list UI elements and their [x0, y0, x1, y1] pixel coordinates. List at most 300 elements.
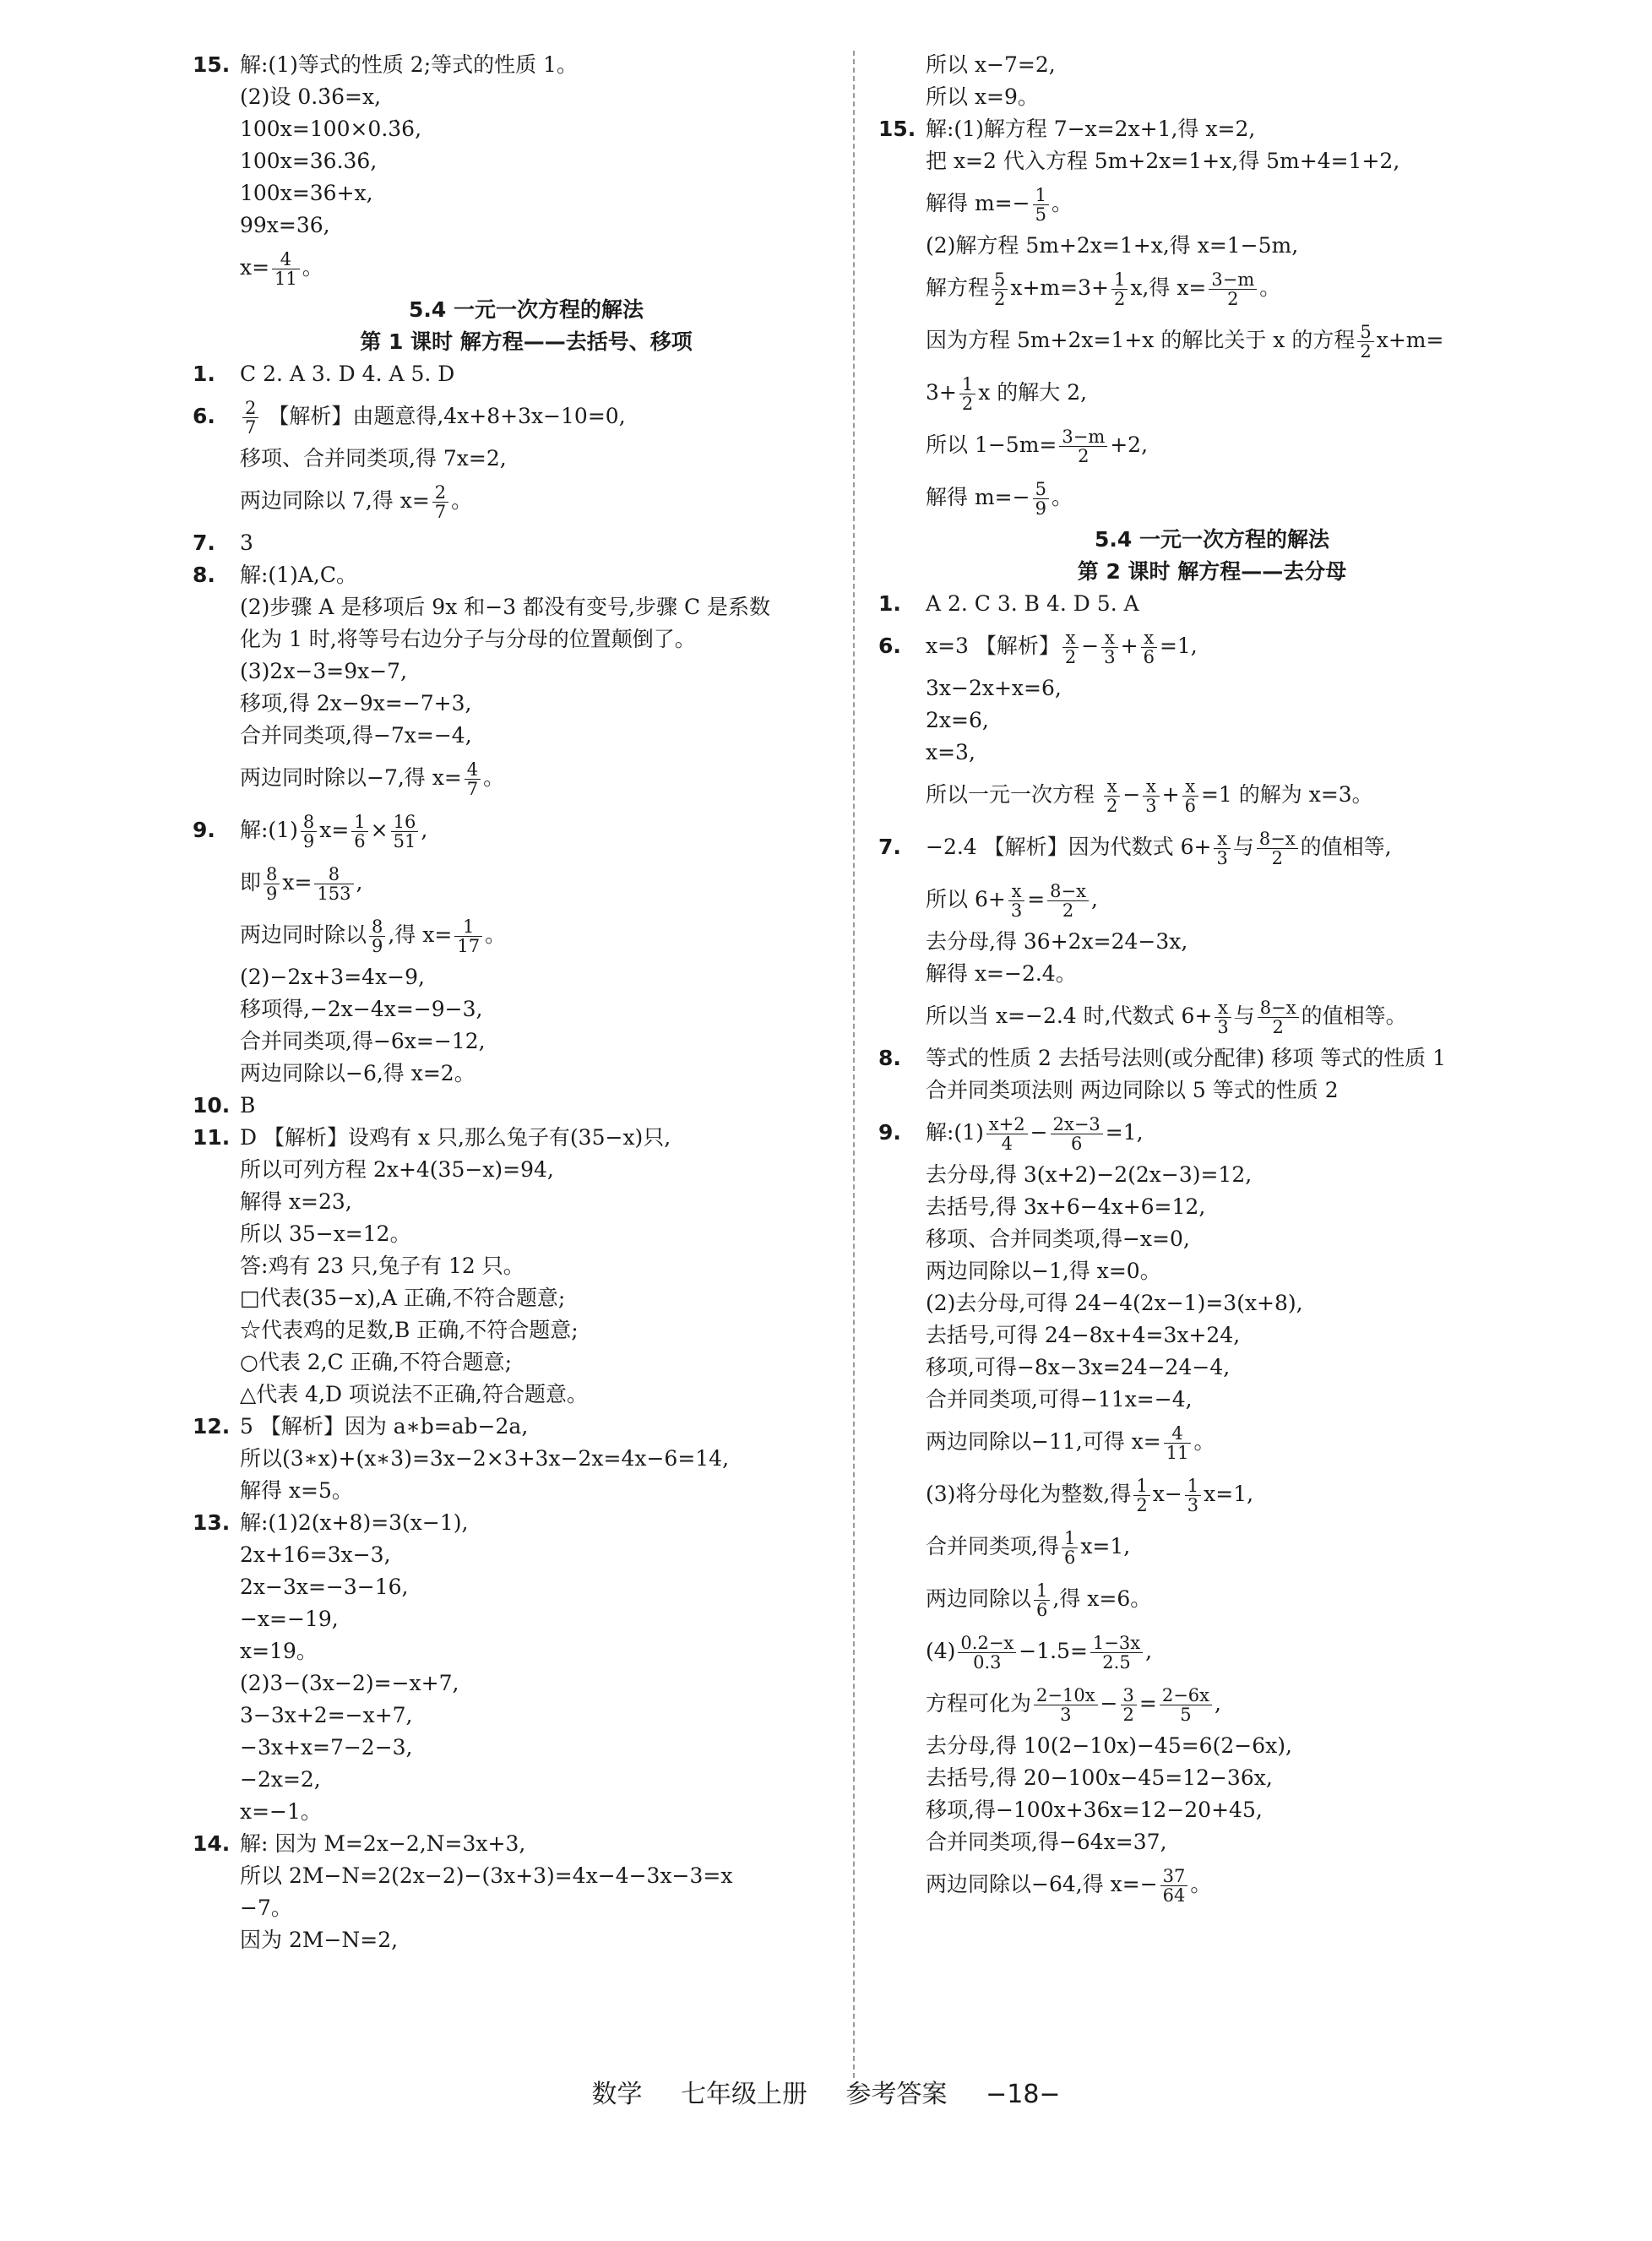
line-content: 合并同类项法则 两边同除以 5 等式的性质 2 — [926, 1078, 1339, 1102]
line-content: x=−1。 — [240, 1799, 322, 1824]
line-content: B — [240, 1093, 256, 1118]
fraction — [1214, 829, 1230, 868]
line-content: 合并同类项,得−6x=−12, — [240, 1029, 486, 1053]
line-content: D 【解析】设鸡有 x 只,那么兔子有(35−x)只, — [240, 1125, 671, 1150]
answer-item — [193, 49, 860, 81]
line-content — [240, 857, 362, 909]
fraction-numerator: 3 — [1121, 1686, 1137, 1705]
fraction-denominator: 2 — [1106, 796, 1118, 816]
fraction-denominator: 3 — [1187, 1495, 1199, 1515]
fraction — [1104, 777, 1120, 815]
line-content: 100x=100×0.3̇6̇, — [240, 117, 422, 141]
answer-line — [878, 230, 1546, 262]
inline-text: = — [1027, 887, 1046, 911]
fraction — [1143, 777, 1159, 815]
line-content: (2)去分母,可得 24−4(2x−1)=3(x+8), — [926, 1291, 1303, 1315]
inline-text: x=1, — [1204, 1482, 1254, 1506]
line-content: 解:(1)解方程 7−x=2x+1,得 x=2, — [926, 117, 1256, 141]
fraction — [454, 917, 482, 955]
fraction — [314, 865, 353, 903]
fraction-denominator: 2 — [1122, 1705, 1134, 1725]
line-content: (2)步骤 A 是移项后 9x 和−3 都没有变号,步骤 C 是系数 — [240, 595, 771, 619]
line-content — [240, 475, 472, 527]
inline-text: 。 — [483, 765, 505, 790]
answer-line — [878, 769, 1546, 821]
line-content — [926, 1573, 1151, 1625]
line-content: 解得 x=5。 — [240, 1478, 353, 1503]
item-number: 7. — [193, 530, 215, 555]
line-content: 解:(1)A,C。 — [240, 563, 357, 587]
fraction-numerator: x — [1141, 628, 1157, 648]
inline-text: 所以 6+ — [926, 887, 1006, 911]
fraction — [1257, 829, 1298, 868]
answer-item — [878, 821, 1546, 873]
line-content: 移项得,−2x−4x=−9−3, — [240, 997, 483, 1021]
line-content: 去括号,得 3x+6−4x+6=12, — [926, 1194, 1206, 1219]
page-footer — [0, 2078, 1652, 2112]
line-content: 5 【解析】因为 a∗b=ab−2a, — [240, 1414, 529, 1439]
fraction-denominator: 2.5 — [1102, 1652, 1131, 1673]
inline-text: − — [1030, 1120, 1048, 1145]
line-content — [926, 1678, 1221, 1730]
fraction-denominator: 7 — [466, 779, 479, 799]
line-content: (2)解方程 5m+2x=1+x,得 x=1−5m, — [926, 233, 1299, 258]
fraction — [242, 399, 258, 437]
fraction-numerator: 2−10x — [1034, 1686, 1098, 1705]
answer-line — [878, 1762, 1546, 1794]
line-content: 去括号,可得 24−8x+4=3x+24, — [926, 1323, 1241, 1347]
item-number: 9. — [878, 1120, 901, 1145]
answer-line — [193, 993, 860, 1025]
inline-text: 与 — [1233, 1004, 1255, 1028]
answer-line — [193, 1892, 860, 1924]
inline-text: + — [1120, 634, 1138, 658]
inline-text: 方程可化为 — [926, 1691, 1032, 1716]
answer-line — [193, 752, 860, 804]
inline-text: x= — [282, 870, 312, 895]
fraction — [351, 813, 367, 851]
line-content: 所以(3∗x)+(x∗3)=3x−2×3+3x−2x=4x−6=14, — [240, 1446, 730, 1471]
line-content — [926, 1625, 1152, 1678]
line-content: ☆代表鸡的足数,B 正确,不符合题意; — [240, 1318, 579, 1342]
line-content: x=3, — [926, 740, 975, 764]
answer-item — [878, 588, 1546, 620]
fraction — [1215, 998, 1231, 1036]
answer-line — [193, 623, 860, 655]
fraction-numerator: 1 — [959, 375, 975, 394]
line-content: 移项,可得−8x−3x=24−24−4, — [926, 1355, 1231, 1379]
fraction-numerator: x — [1008, 882, 1024, 901]
footer-label: 参考答案 — [845, 2080, 948, 2109]
inline-text: 所以当 x=−2.4 时,代数式 6+ — [926, 1004, 1213, 1028]
fraction-numerator: 8−x — [1047, 882, 1089, 901]
inline-text: 。 — [1259, 275, 1281, 300]
fraction-denominator: 3 — [1217, 1017, 1229, 1037]
answer-item — [193, 358, 860, 390]
answer-line — [193, 443, 860, 475]
answer-line — [193, 1603, 860, 1635]
inline-text: (3)将分母化为整数,得 — [926, 1482, 1132, 1506]
line-content: 所以可列方程 2x+4(35−x)=94, — [240, 1157, 554, 1182]
fraction — [1047, 882, 1089, 920]
line-content: 3x−2x+x=6, — [926, 676, 1062, 700]
inline-text: − — [1122, 782, 1141, 807]
fraction-numerator: 2−6x — [1160, 1686, 1212, 1705]
inline-text: 两边同除以 7,得 x= — [240, 488, 430, 513]
fraction-numerator: 5 — [1033, 480, 1049, 499]
inline-text: − — [1100, 1691, 1118, 1716]
line-content: 两边同除以−6,得 x=2。 — [240, 1061, 475, 1085]
answer-line — [878, 1858, 1546, 1911]
inline-text: = — [1138, 1691, 1157, 1716]
answer-line — [878, 1287, 1546, 1319]
line-content — [926, 1107, 1144, 1159]
section-heading: 5.4 一元一次方程的解法 — [1095, 527, 1329, 552]
inline-text: 的值相等, — [1300, 835, 1392, 859]
line-content: −7。 — [240, 1896, 292, 1920]
fraction-numerator: 8−x — [1258, 998, 1299, 1018]
fraction-numerator: 37 — [1160, 1867, 1188, 1886]
fraction-numerator: 0.2−x — [958, 1634, 1016, 1653]
fraction — [1185, 1477, 1201, 1515]
item-number: 1. — [193, 362, 215, 386]
line-content: 100x=36+x, — [240, 181, 373, 205]
answer-item — [193, 1828, 860, 1860]
answer-line — [193, 720, 860, 752]
fraction-denominator: 9 — [266, 884, 278, 904]
answer-line — [193, 1700, 860, 1732]
answer-item — [193, 1090, 860, 1122]
line-content: 解: 因为 M=2x−2,N=3x+3, — [240, 1831, 526, 1856]
item-number: 11. — [193, 1125, 231, 1150]
answer-line — [878, 145, 1546, 177]
fraction-numerator: 2x−3 — [1051, 1115, 1103, 1134]
inline-text: 。 — [1190, 1872, 1212, 1896]
fraction-denominator: 9 — [302, 831, 315, 851]
item-number: 8. — [878, 1046, 901, 1070]
answer-item — [193, 1507, 860, 1539]
item-number: 6. — [193, 404, 215, 428]
line-content — [240, 242, 323, 294]
answer-line — [878, 1255, 1546, 1287]
fraction-denominator: 2 — [1078, 446, 1090, 466]
fraction — [1141, 628, 1157, 666]
inline-text: 两边同除以−64,得 x=− — [926, 1872, 1158, 1896]
inline-text: 两边同除以 — [926, 1586, 1032, 1611]
answer-line — [878, 1416, 1546, 1468]
fraction-numerator: x — [1215, 998, 1231, 1018]
inline-text: 。 — [302, 255, 323, 280]
inline-text: +2, — [1110, 432, 1149, 457]
fraction — [1062, 628, 1079, 666]
line-content: (2)−2x+3=4x−9, — [240, 965, 425, 989]
fraction-numerator: 8 — [314, 865, 353, 884]
inline-text: x= — [319, 818, 350, 842]
line-content: 移项、合并同类项,得 7x=2, — [240, 446, 507, 471]
item-number: 9. — [193, 818, 215, 842]
fraction-denominator: 4 — [1001, 1134, 1013, 1154]
line-content: −3x+x=7−2−3, — [240, 1735, 413, 1760]
fraction — [391, 813, 419, 851]
fraction-denominator: 3 — [1010, 900, 1023, 921]
fraction-denominator: 5 — [1035, 204, 1046, 225]
answer-line — [193, 1186, 860, 1218]
line-content: 解得 x=−2.4。 — [926, 961, 1077, 986]
line-content: 3−3x+2=−x+7, — [240, 1703, 413, 1727]
line-content: 所以 x−7=2, — [926, 52, 1056, 77]
answer-line — [193, 475, 860, 527]
fraction-denominator: 6 — [1184, 796, 1196, 816]
answer-line — [878, 737, 1546, 769]
fraction-denominator: 6 — [1071, 1134, 1083, 1154]
inline-text: , — [421, 818, 428, 842]
fraction-denominator: 3 — [1216, 848, 1228, 868]
fraction — [1182, 777, 1198, 815]
fraction-denominator: 2 — [1360, 341, 1372, 362]
answer-item — [878, 1042, 1546, 1074]
answer-line — [878, 49, 1546, 81]
inline-text: x=3 【解析】 — [926, 634, 1060, 658]
column-divider — [853, 51, 855, 2078]
answer-line — [193, 1635, 860, 1667]
fraction-denominator: 3 — [1104, 647, 1116, 667]
fraction — [1101, 628, 1117, 666]
fraction-numerator: 5 — [992, 270, 1008, 290]
inline-text: 解:(1) — [240, 818, 298, 842]
answer-item — [878, 620, 1546, 672]
inline-text: x= — [240, 255, 270, 280]
line-content: □代表(35−x),A 正确,不符合题意; — [240, 1286, 566, 1310]
answer-line — [878, 1319, 1546, 1352]
answer-line — [193, 177, 860, 209]
fraction-numerator: x — [1101, 628, 1117, 648]
answer-line — [193, 1571, 860, 1603]
answer-line — [878, 1223, 1546, 1255]
inline-text: , — [1090, 887, 1098, 911]
fraction-denominator: 2 — [994, 289, 1006, 309]
inline-text: × — [370, 818, 389, 842]
right-column — [878, 49, 1546, 1911]
fraction-denominator: 17 — [457, 936, 481, 956]
fraction-numerator: x — [1214, 829, 1230, 849]
fraction-numerator: 1 — [351, 813, 367, 832]
line-content: 2x+16=3x−3, — [240, 1542, 391, 1567]
inline-text: 所以一元一次方程 — [926, 782, 1101, 807]
fraction — [1034, 1581, 1050, 1619]
fraction-numerator: 8 — [369, 917, 385, 937]
answer-line — [878, 1730, 1546, 1762]
answer-line — [878, 471, 1546, 524]
answer-line — [878, 1625, 1546, 1678]
item-number: 1. — [878, 591, 901, 616]
fraction-denominator: 2 — [1227, 289, 1239, 309]
line-content — [926, 177, 1073, 230]
inline-text: − — [1081, 634, 1100, 658]
fraction-denominator: 2 — [1272, 1017, 1284, 1037]
line-content: 3 — [240, 530, 253, 555]
line-content: (2)设 0.3̇6̇=x, — [240, 84, 382, 109]
fraction-numerator: 1 — [1034, 1581, 1050, 1601]
footer-subject: 数学 — [591, 2080, 643, 2109]
item-number: 14. — [193, 1831, 231, 1856]
fraction — [1258, 998, 1299, 1036]
fraction-denominator: 2 — [1136, 1495, 1148, 1515]
answer-line — [193, 1860, 860, 1892]
line-content — [240, 390, 626, 443]
fraction-denominator: 9 — [1035, 498, 1046, 519]
fraction-numerator: x — [1182, 777, 1198, 797]
fraction — [958, 1634, 1016, 1672]
item-number: 15. — [193, 52, 231, 77]
answer-item — [193, 1122, 860, 1154]
answer-line — [878, 1794, 1546, 1826]
inline-text: x,得 x= — [1130, 275, 1207, 300]
answer-line — [193, 909, 860, 961]
fraction-denominator: 6 — [354, 831, 366, 851]
line-content — [926, 620, 1198, 672]
fraction-denominator: 51 — [393, 831, 416, 851]
line-content — [926, 821, 1392, 873]
answer-line — [193, 1250, 860, 1282]
fraction-numerator: 4 — [465, 760, 481, 780]
line-content — [926, 314, 1443, 367]
inline-text: x+m=3+ — [1010, 275, 1109, 300]
item-number: 15. — [878, 117, 916, 141]
inline-text: , — [1215, 1691, 1221, 1716]
section-heading: 第 1 课时 解方程——去括号、移项 — [360, 329, 693, 354]
answer-line — [193, 857, 860, 909]
answer-line — [878, 1826, 1546, 1858]
line-content: 2x=6, — [926, 708, 989, 732]
line-content: (2)3−(3x−2)=−x+7, — [240, 1671, 459, 1695]
fraction-numerator: x — [1143, 777, 1159, 797]
fraction-numerator: 3−m — [1209, 270, 1257, 290]
inline-text: −2.4 【解析】因为代数式 6+ — [926, 835, 1212, 859]
line-content — [926, 419, 1148, 471]
line-content — [926, 990, 1407, 1042]
answer-line — [878, 672, 1546, 704]
answer-line — [193, 1346, 860, 1379]
line-content: 解得 x=23, — [240, 1189, 352, 1214]
fraction — [1209, 270, 1257, 308]
footer-grade: 七年级上册 — [681, 2080, 807, 2109]
answer-line — [193, 81, 860, 113]
inline-text: ,得 x=6。 — [1052, 1586, 1152, 1611]
fraction — [992, 270, 1008, 308]
inline-text: 。 — [451, 488, 473, 513]
fraction — [1160, 1686, 1212, 1724]
inline-text: x+m= — [1376, 328, 1444, 352]
answer-line — [878, 419, 1546, 471]
fraction-numerator: 1 — [1111, 270, 1128, 290]
fraction-denominator: 2 — [1062, 900, 1074, 921]
answer-line — [878, 990, 1546, 1042]
fraction-numerator: 1 — [1185, 1477, 1201, 1496]
answer-line — [878, 704, 1546, 737]
answer-item — [193, 390, 860, 443]
fraction — [1111, 270, 1128, 308]
fraction — [1059, 427, 1107, 465]
inline-text: x 的解大 2, — [978, 380, 1088, 405]
fraction-numerator: 2 — [242, 399, 258, 418]
fraction — [1164, 1424, 1192, 1462]
inline-text: 与 — [1232, 835, 1254, 859]
answer-line — [878, 1678, 1546, 1730]
fraction — [1121, 1686, 1137, 1724]
answer-line — [878, 1159, 1546, 1191]
fraction-denominator: 6 — [1036, 1600, 1048, 1620]
line-content: 2x−3x=−3−16, — [240, 1575, 409, 1599]
fraction-numerator: 16 — [391, 813, 419, 832]
line-content: 去括号,得 20−100x−45=12−36x, — [926, 1765, 1273, 1790]
line-content: 100x=36.3̇6̇, — [240, 149, 378, 173]
line-content: 去分母,得 10(2−10x)−45=6(2−6x), — [926, 1733, 1292, 1758]
answer-line — [193, 1218, 860, 1250]
fraction-denominator: 153 — [317, 884, 351, 904]
inline-text: 两边同时除以−7,得 x= — [240, 765, 462, 790]
answer-line — [878, 1468, 1546, 1520]
line-content: 把 x=2 代入方程 5m+2x=1+x,得 5m+4=1+2, — [926, 149, 1400, 173]
answer-line — [878, 1352, 1546, 1384]
answer-line — [193, 1282, 860, 1314]
answer-item — [193, 527, 860, 559]
line-content: 因为 2M−N=2, — [240, 1928, 399, 1952]
line-content — [926, 471, 1073, 524]
inline-text: (4) — [926, 1639, 956, 1663]
fraction-denominator: 6 — [1063, 1547, 1076, 1568]
answer-line — [193, 1764, 860, 1796]
fraction — [1133, 1477, 1149, 1515]
line-content: 化为 1 时,将等号右边分子与分母的位置颠倒了。 — [240, 627, 696, 651]
fraction — [432, 483, 448, 521]
inline-text: 解方程 — [926, 275, 990, 300]
inline-text: 。 — [1193, 1429, 1215, 1454]
line-content — [926, 769, 1373, 821]
answer-item — [193, 559, 860, 591]
inline-text: =1, — [1105, 1120, 1144, 1145]
inline-text: 所以 1−5m= — [926, 432, 1057, 457]
line-content — [926, 1858, 1211, 1911]
fraction — [1033, 480, 1049, 518]
footer-page-number: −18− — [986, 2080, 1061, 2109]
answer-item — [193, 804, 860, 857]
line-content: 去分母,得 36+2x=24−3x, — [926, 929, 1188, 954]
answer-line — [878, 1384, 1546, 1416]
fraction-denominator: 7 — [434, 502, 447, 522]
answer-line — [193, 961, 860, 993]
line-content: C 2. A 3. D 4. A 5. D — [240, 362, 455, 386]
line-content — [926, 1520, 1130, 1573]
line-content: 所以 35−x=12。 — [240, 1221, 411, 1246]
line-content — [240, 909, 506, 961]
item-number: 7. — [878, 835, 901, 859]
inline-text: + — [1161, 782, 1180, 807]
fraction — [1357, 323, 1373, 361]
inline-text: 两边同除以−11,可得 x= — [926, 1429, 1161, 1454]
inline-text: 解得 m=− — [926, 191, 1030, 215]
fraction — [1008, 882, 1024, 920]
line-content: 两边同除以−1,得 x=0。 — [926, 1259, 1161, 1283]
answer-line — [193, 1667, 860, 1700]
fraction — [301, 813, 317, 851]
line-content: 合并同类项,得−7x=−4, — [240, 723, 472, 748]
inline-text: 【解析】由题意得,4x+8+3x−10=0, — [261, 404, 626, 428]
fraction-denominator: 9 — [372, 936, 383, 956]
line-content: 移项、合并同类项,得−x=0, — [926, 1227, 1190, 1251]
line-content: A 2. C 3. B 4. D 5. A — [926, 591, 1139, 616]
line-content: ○代表 2,C 正确,不符合题意; — [240, 1350, 513, 1374]
inline-text: 即 — [240, 870, 262, 895]
